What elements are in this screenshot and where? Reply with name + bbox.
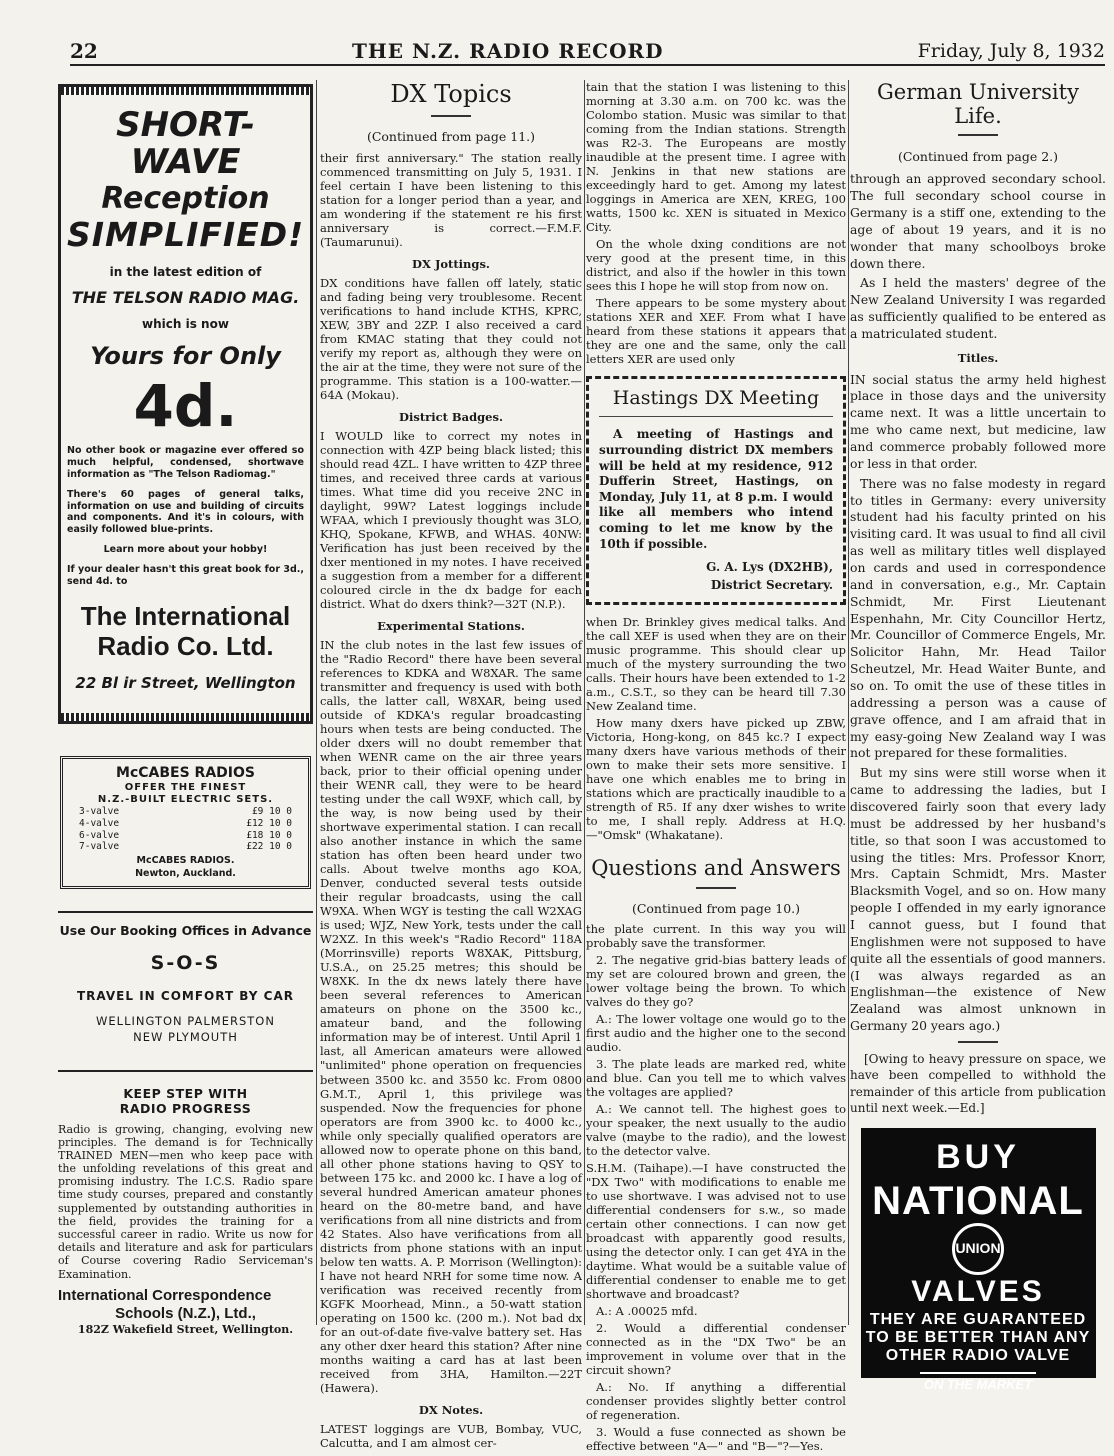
paragraph: IN social status the army held highest place in those days and the university came next. It was a little uncertain to me who came next, but medicine, law and commerce probably followed more or less in that order. [850, 371, 1106, 471]
price: £22 10 0 [246, 841, 292, 853]
paragraph: I WOULD like to correct my notes in connection with 4ZP being black listed; this should read 4ZL. I have written to 4ZP three times, and received three cards at various times. What time did you receive 2NC in daylight, 99W? Latest loggings include WFAA, which I previously thought was 3LO, KHQ, Spokane, KFWB, and WHAS. 40NW: Verification has just been received by the dxer mentioned in my notes. I have received a suggestion from a member for a different coloured circle in the dx badge for each district. What do dxers think?—32T (N.P.). [320, 428, 582, 611]
ad-text: NEW PLYMOUTH [133, 1029, 238, 1044]
price: £12 10 0 [246, 818, 292, 830]
ad-text: TRAVEL IN COMFORT BY CAR [77, 989, 294, 1004]
paragraph: 2. Would a differential condenser connected as in the "DX Two" be an improvement in volume over that in the circuit shown? [586, 1321, 846, 1378]
ad-subtitle: N.Z.-BUILT ELECTRIC SETS. [97, 794, 274, 806]
paragraph: LATEST loggings are VUB, Bombay, VUC, Calcutta, and I am almost cer- [320, 1421, 582, 1450]
union-logo-icon: UNION [952, 1223, 1004, 1275]
divider [431, 115, 471, 117]
box-title: Hastings DX Meeting [599, 387, 833, 417]
ad-price: 4d. [133, 372, 238, 441]
signature-name: G. A. Lys (DX2HB), [706, 560, 833, 575]
section-heading: DX Notes. [418, 1402, 484, 1417]
column-dx-continued [586, 80, 846, 1456]
ad-footer: Newton, Auckland. [135, 868, 236, 880]
ad-text: Use Our Booking Offices in Advance [59, 922, 312, 938]
price-row [73, 806, 298, 818]
paragraph: 3. The plate leads are marked red, white and blue. Can you tell me to which valves the voltages are applied? [586, 1057, 846, 1100]
section-heading: Titles. [957, 350, 999, 365]
section-heading: District Badges. [399, 409, 503, 424]
paragraph: 2. The negative grid-bias battery leads of my set are coloured brown and green, the lower voltage being the brown. To which valves do they go? [586, 952, 846, 1009]
column-ads [58, 80, 313, 1337]
section-heading: DX Jottings. [412, 256, 490, 271]
paragraph: There was no false modesty in regard to titles in Germany: every university student had his faculty printed on his visiting card. It was usual to find all civil as well as military titles well displayed on cards and used in correspondence and in conversation, e.g., Mr. Captain Schmidt, Mr. First Lieutenant Espenhahn, Mr. City Councillor Hertz, Mr. Councillor of Commerce Engels, Mr. Solicitor Hahn, Mr. Head Tailor Scheutzel, Mr. Head Waiter Bunte, and so on. To omit the use of these titles in addressing a person was a cause of grave offence, and I am afraid that in my easy-going New Zealand way I was not prepared for these formalities. [850, 475, 1106, 761]
ics-ad [58, 1070, 313, 1337]
national-valves-ad [861, 1128, 1096, 1392]
paragraph: A.: No. If anything a differential condenser provides slightly better control of regeneration. [586, 1380, 846, 1423]
ad-headline: SHORT-WAVE [116, 105, 255, 183]
ad-headline: VALVES [911, 1274, 1045, 1308]
article-title: German University Life. [877, 80, 1079, 129]
paragraph: tain that the station I was listening to this morning at 3.30 a.m. on 700 kc. was the Colombo station. Music was similar to that coming from the Indian stations. Strength was R2-3. The Europeans are mostly inaudible at the present time. I agree with N. Jenkins in that new stations are exceedingly hard to get. Among my latest loggings in America are XEN, KREG, 100 watts, 1500 kc. XEN is situated in Mexico City. [586, 80, 846, 235]
masthead [70, 38, 1105, 66]
paragraph: through an approved secondary school. The full secondary school course in Germany is a stiff one, extending to the age of about 19 years, and it is no wonder that many schoolboys broke down there. [850, 171, 1106, 271]
paragraph: DX conditions have fallen off lately, static and fading being very troublesome. Recent verifications to hand include KTHS, KPRC, XEW, 3BY and 2ZP. I also received a card from KMAC stating that they could not verify my report as, although they were on the air at the time, they were not sure of the programme. This station is a 100-watter.—64A (Mokau). [320, 275, 582, 402]
paragraph: their first anniversary." The station really commenced transmitting on July 5, 1931. I feel certain I have been listening to this station for a longer period than a year, and am wondering if the statement re his first anniversary is correct.—F.M.F. (Taumarunui). [320, 150, 582, 249]
ad-subtitle: OFFER THE FINEST [124, 782, 247, 794]
paragraph: 3. Would a fuse connected as shown be effective between "A—" and "B—"?—Yes. [586, 1425, 846, 1454]
model: 7-valve [79, 841, 120, 853]
column-rule [316, 80, 317, 1325]
mccabes-ad [60, 756, 311, 889]
ad-company: International Correspondence [58, 1286, 272, 1304]
hastings-meeting-box [586, 376, 846, 605]
ad-headline: Reception [101, 180, 270, 216]
model: 6-valve [79, 829, 120, 841]
paragraph: On the whole dxing conditions are not very good at the present time, in this district, and also if the howler in this town sees this I hope he will stop from now on. [586, 237, 846, 294]
ad-headline: NATIONAL [872, 1178, 1084, 1223]
paragraph: How many dxers have picked up ZBW, Victoria, Hong-kong, on 845 kc.? I expect many dxers have various methods of their own to make their sets more sensitive. I have one which enables me to bring in stations which are practically inaudible to a strength of R5. If any dxer wishes to write to me, I shall reply. Address at H.Q.—"Omsk" (Whakatane). [586, 716, 846, 843]
column-german-university [850, 80, 1106, 1392]
ad-text: which is now [142, 317, 229, 332]
divider [696, 887, 736, 889]
ad-company: The International Radio Co. Ltd. [80, 600, 291, 661]
paragraph: A.: A .00025 mfd. [596, 1304, 698, 1319]
signature [599, 558, 833, 594]
ad-headline: BUY [936, 1138, 1020, 1177]
editor-note: [Owing to heavy pressure on space, we have been compelled to withhold the remainder of this article from publication until next week.—Ed.] [850, 1052, 1106, 1115]
box-body: A meeting of Hastings and surrounding district DX members will be held at my residence, 912 Dufferin Street, Hastings, on Monday, July 11, at 8 p.m. I would like all members who intend coming to let me know by the 10th if possible. [599, 427, 833, 551]
paragraph: S.H.M. (Taihape).—I have constructed the "DX Two" with modifications to enable me to use shortwave. I was advised not to use differential condensers for s.w., so made certain other connections. I can now get broadcast with apparently good results, using the detector only. I can get 4YA in the daytime. What would be a suitable value of differential condenser to enable me to get shortwave and broadcast? [586, 1161, 846, 1302]
sos-ad [58, 911, 313, 1044]
ad-text: in the latest edition of [109, 265, 262, 280]
ad-body: If your dealer hasn't this great book for 3d., send 4d. to [67, 564, 304, 587]
publication-title: THE N.Z. RADIO RECORD [351, 39, 664, 63]
ad-body: Learn more about your hobby! [103, 544, 268, 556]
paragraph: A.: The lower voltage one would go to the first audio and the higher one to the second audio. [586, 1011, 846, 1054]
column-dx-topics [320, 80, 582, 1453]
price: £9 10 0 [251, 806, 292, 818]
issue-date: Friday, July 8, 1932 [917, 40, 1105, 62]
divider [958, 134, 998, 136]
ad-border-band [61, 87, 310, 95]
price: £18 10 0 [246, 829, 292, 841]
paragraph: IN the club notes in the last few issues of the "Radio Record" there have been several references to KDKA and W8XAR. The same transmitter and frequency is used with both calls, the latter call, W8XAR, being used outside of KDKA's regular broadcasting hours when tests are being conducted. The older dxers will no doubt remember that when WENR came on the air three years back, prior to their official opening under their WENR call, they were to be heard testing under the call W9XF, which call, by the way, is now being used by their shortwave experimental station. I can recall also another instance in which the same station has often been heard under two calls. About twelve months ago KOA, Denver, conducted several tests outside their regular broadcasts, using the call W9XA. When WGY is testing the call W2XAG is used; WJZ, New York, tests under the call W2XZ. In this week's "Radio Record" 118A (Morrinsville) reports W8XAK, Pittsburg, U.S.A., on 25.25 metres; this should be W8XK. In the dx news lately there have been several references to American amateurs on phone on the 3500 kc., amateur band, and the following information may be of interest. Until April 1 last, all American amateurs were allowed "unlimited" phone operation on frequencies between 3500 kc. and 3550 kc. From 0800 G.M.T., April 1, this privilege was suspended. Now the frequencies for phone operators are from 3900 kc. to 4000 kc., while only specially qualified operators are allowed now to operate phone on this band, all other phone stations having to QSY to between 175 kc. and 2000 kc. I have a log of several hundred American amateur phones heard on the 80-metre band, and have verifications from all nine districts and from 42 States. Also have verifications from all districts from phone stations with an input below ten watts. A. P. Morrison (Wellington): I have not heard NRH for some time now. A verification was received recently from KGFK Moorhead, Minn., a 50-watt station operating on 1500 kc. (200 m.). Not bad dx for an out-of-date five-valve battery set. Has any other dxer heard this station? After nine months waiting a card has at last been received from 3HA, Hamilton.—22T (Hawera). [320, 638, 582, 1395]
price-row [73, 818, 298, 830]
ad-address: 22 Bl ir Street, Wellington [75, 673, 296, 692]
article-title: Questions and Answers [591, 856, 841, 881]
model: 3-valve [79, 806, 120, 818]
continued-note: (Continued from page 11.) [366, 129, 536, 145]
ad-headline: SIMPLIFIED! [67, 214, 305, 254]
paragraph: But my sins were still worse when it came to addressing the ladies, but I discovered fairly soon that every lady must be addressed by her husband's title, so that soon I was accustomed to using the titles: Mrs. Professor Knorr, Mrs. Captain Schmidt, Mrs. Master Blacksmith Vogel, and so on. How many people I offended in my early ignorance I cannot guess, but I found that Englishmen were not supposed to have quite all the essentials of good manners. (I was always regarded as an Englishman—the existence of New Zealand was almost unknown in Germany 20 years ago.) [850, 765, 1106, 1034]
ad-offer: Yours for Only [90, 341, 281, 370]
shortwave-ad [58, 84, 313, 724]
ad-company: Schools (N.Z.), Ltd., [115, 1305, 256, 1323]
price-row [73, 841, 298, 853]
paragraph: There appears to be some mystery about stations XER and XEF. From what I have heard from these stations it appears that they are one and the same, only the call letters XER are used only [586, 296, 846, 367]
ad-headline: RADIO PROGRESS [119, 1101, 252, 1117]
sos-logo: S-O-S [150, 952, 221, 975]
paragraph: A.: We cannot tell. The highest goes to your speaker, the next usually to the audio valve (maybe to the radio), and the lowest to the detector valve. [586, 1102, 846, 1159]
column-rule [848, 80, 849, 1325]
ad-body: THEY ARE GUARANTEED TO BE BETTER THAN ANY OTHER RADIO VALVE [865, 1310, 1091, 1365]
divider [958, 1041, 998, 1043]
ad-address: 182Z Wakefield Street, Wellington. [77, 1323, 294, 1337]
ad-tagline: ON THE MARKET [920, 1372, 1036, 1396]
paragraph: when Dr. Brinkley gives medical talks. And the call XEF is used when they are on their music programme. This should clear up much of the mystery surrounding the two calls. Their hours have been extended to 1-2 a.m., C.S.T., so they can be heard till 7.30 New Zealand time. [586, 615, 846, 714]
ad-border-band [61, 713, 310, 721]
price-row [73, 830, 298, 842]
paragraph: As I held the masters' degree of the New Zealand University I was regarded as sufficiently qualified to be entered as a matriculated student. [850, 275, 1106, 342]
paragraph: the plate current. In this way you will probably save the transformer. [586, 921, 846, 950]
ad-body: No other book or magazine ever offered so much helpful, condensed, shortwave information as "The Telson Radiomag." [67, 445, 304, 480]
ad-footer: McCABES RADIOS. [136, 854, 235, 866]
ad-headline: KEEP STEP WITH [123, 1086, 248, 1101]
continued-note: (Continued from page 2.) [897, 149, 1059, 165]
model: 4-valve [79, 818, 120, 830]
article-title: DX Topics [390, 80, 512, 108]
ad-body: Radio is growing, changing, evolving new principles. The demand is for Technically TRAINED MEN—men who keep pace with the unfolding revelations of this great and promising industry. The I.C.S. Radio spare time study courses, prepared and constantly supplemented by outstanding authorities in the field, provides the training for a successful career in radio. Write us now for details and literature and ask for particulars of Course covering Radio Serviceman's Examination. [58, 1122, 313, 1281]
continued-note: (Continued from page 10.) [631, 900, 801, 916]
signature-role: District Secretary. [710, 578, 833, 593]
ad-title: McCABES RADIOS [116, 765, 255, 781]
column-rule [584, 80, 585, 1325]
section-heading: Experimental Stations. [377, 619, 525, 633]
page-number: 22 [70, 39, 98, 63]
ad-magazine-name: THE TELSON RADIO MAG. [71, 287, 300, 307]
ad-body: There's 60 pages of general talks, information on use and building of circuits and components. And it's in colours, with easily followed blue-prints. [67, 488, 304, 536]
ad-text: WELLINGTON PALMERSTON [96, 1013, 275, 1028]
